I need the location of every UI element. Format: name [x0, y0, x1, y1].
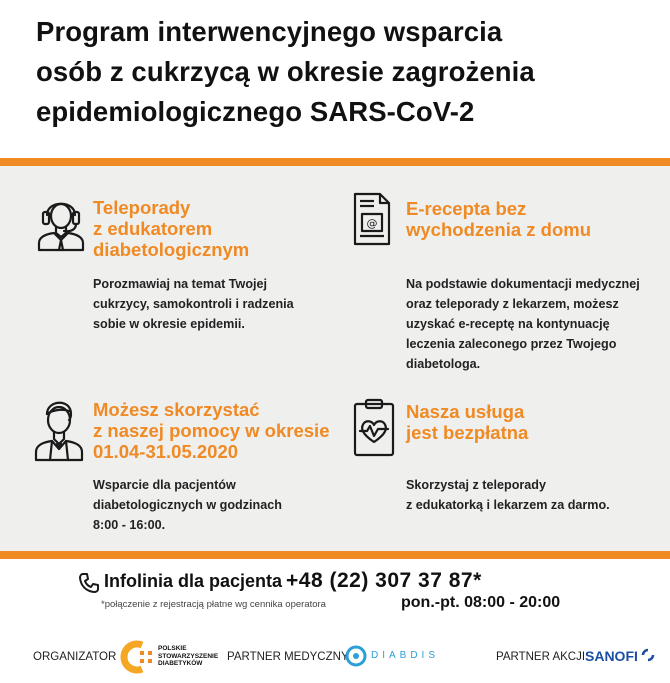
hotline-number[interactable]: +48 (22) 307 37 87* [286, 569, 482, 592]
hotline-hours: pon.-pt. 08:00 - 20:00 [401, 594, 561, 611]
psd-logo-icon [120, 640, 156, 674]
e-prescription-document-icon [352, 191, 392, 247]
doctor-icon [33, 394, 85, 462]
title-line-1: Program interwencyjnego wsparcia [36, 16, 503, 47]
headset-operator-icon [36, 188, 86, 252]
card-okres-heading: Możesz skorzystać z naszej pomocy w okresie 01.04-31.05.2020 [93, 399, 330, 462]
medical-partner-name: DIABDIS [371, 650, 440, 661]
organizer-name: POLSKIE STOWARZYSZENIE DIABETYKÓW [158, 645, 219, 667]
diabdis-logo-icon [345, 645, 367, 667]
hotline-note: *połączenie z rejestracją płatne wg cennika operatora [101, 599, 326, 610]
campaign-partner-label: PARTNER AKCJI [496, 651, 586, 663]
card-okres-text: Wsparcie dla pacjentów diabetologicznych w godzinach 8:00 - 16:00. [93, 478, 282, 532]
hotline-label: Infolinia dla pacjenta [104, 571, 283, 591]
card-teleporady-heading: Teleporady z edukatorem diabetologicznym [93, 197, 250, 260]
bottom-orange-bar [0, 551, 670, 559]
hotline [104, 569, 482, 593]
svg-text:@: @ [366, 217, 378, 230]
top-orange-bar [0, 158, 670, 166]
phone-icon [78, 572, 100, 599]
title-line-2: osób z cukrzycą w okresie zagrożenia [36, 56, 535, 87]
card-bezplatna-heading: Nasza usługa jest bezpłatna [406, 401, 529, 443]
page-title [36, 12, 646, 132]
sanofi-logo-icon [640, 647, 656, 663]
organizer-label: ORGANIZATOR [33, 651, 117, 663]
clipboard-heartbeat-icon [352, 398, 396, 458]
title-line-3: epidemiologicznego SARS-CoV-2 [36, 96, 475, 127]
campaign-partner-name: SANOFI [585, 648, 638, 664]
card-erecepta-heading: E-recepta bez wychodzenia z domu [406, 198, 592, 240]
card-teleporady-text: Porozmawiaj na temat Twojej cukrzycy, samokontroli i radzenia sobie w okresie epidemii. [93, 277, 294, 331]
card-bezplatna-text: Skorzystaj z teleporady z edukatorką i lekarzem za darmo. [406, 478, 610, 512]
medical-partner-label: PARTNER MEDYCZNY [227, 651, 349, 663]
card-erecepta-text: Na podstawie dokumentacji medycznej oraz teleporady z lekarzem, możesz uzyskać e-receptę na kontynuację leczenia zaleconego przez Twojego diabetologa. [406, 277, 640, 371]
